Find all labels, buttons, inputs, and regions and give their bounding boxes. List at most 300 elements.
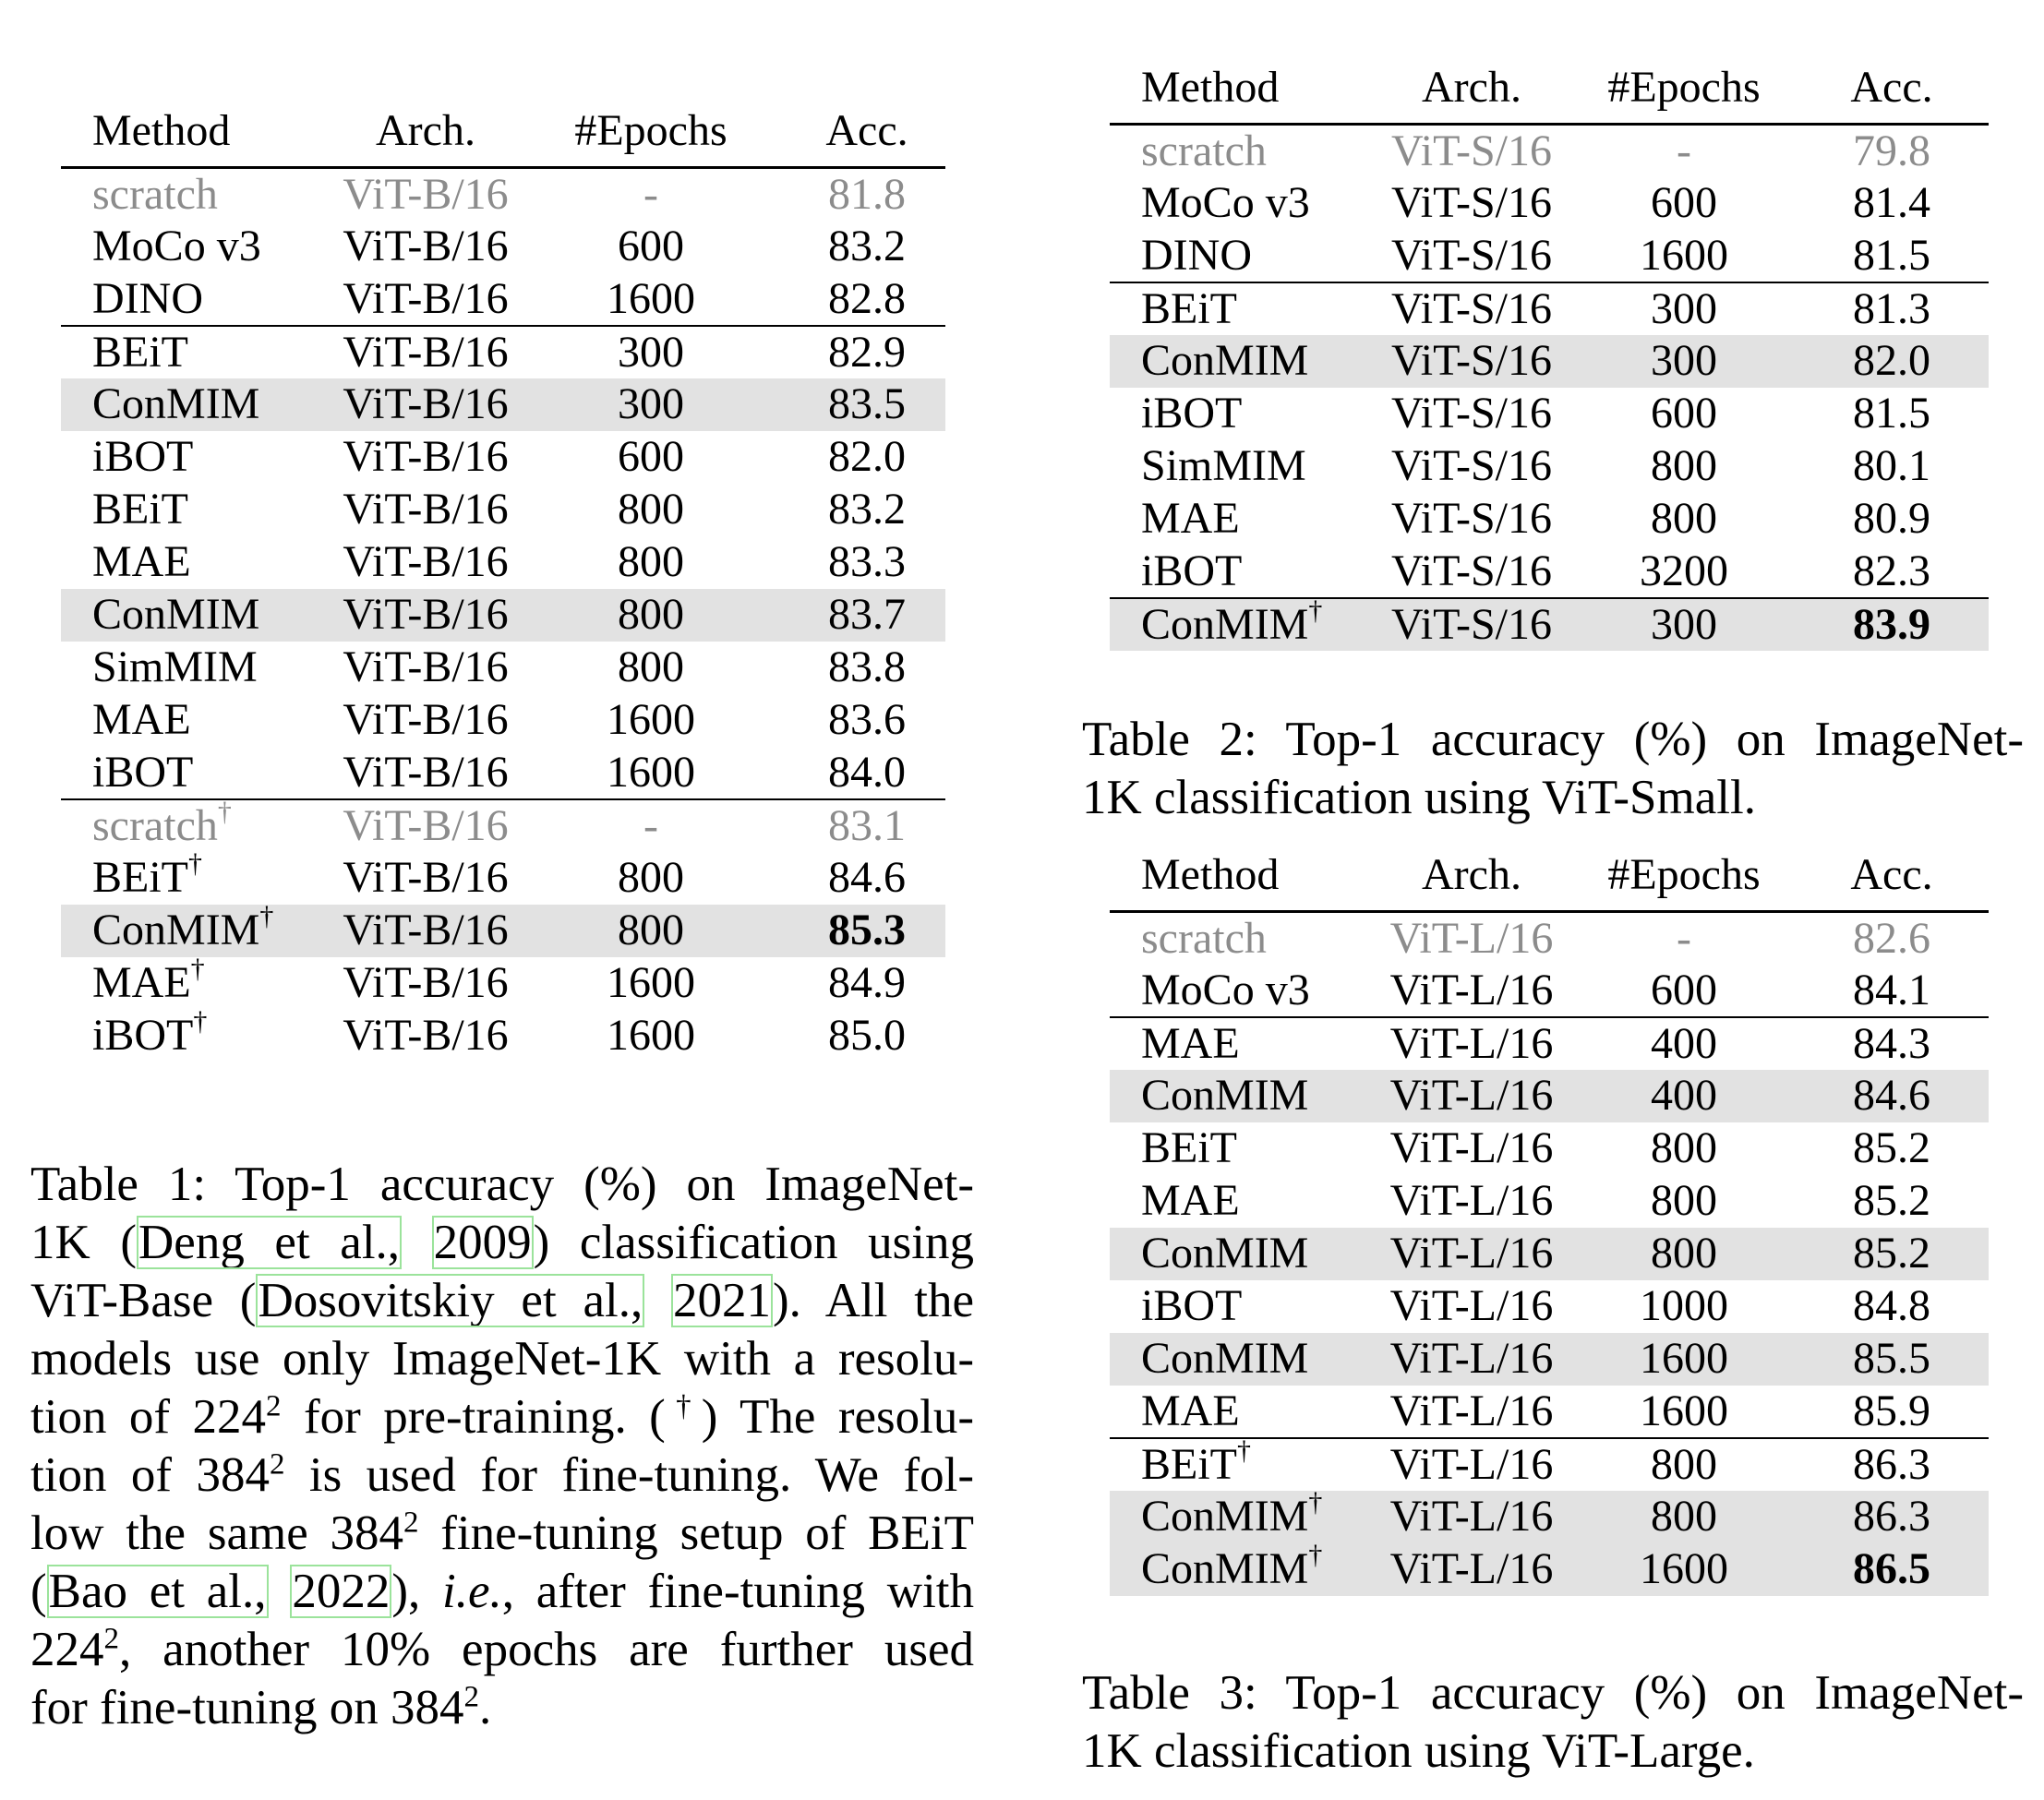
epochs-cell: 800 — [1651, 441, 1717, 490]
dagger-symbol: † — [1308, 1540, 1323, 1570]
arch-cell: ViT-S/16 — [1370, 598, 1573, 651]
epochs-cell: 800 — [618, 853, 684, 902]
epochs-cell: 1600 — [1573, 1543, 1795, 1596]
epochs-cell: 1600 — [607, 273, 695, 323]
table-row — [1110, 965, 1989, 1017]
method-name: ConMIM — [1141, 1071, 1309, 1120]
arch-cell: ViT-B/16 — [343, 642, 509, 691]
caption-text: is used for fine-tuning. We fol- — [284, 1448, 974, 1502]
table-row — [61, 168, 945, 221]
caption-1-line — [30, 1621, 974, 1679]
table-row — [61, 694, 945, 747]
dagger-symbol: † — [259, 901, 274, 931]
caption-text: ) classification using — [533, 1216, 974, 1269]
epochs-cell: 300 — [513, 326, 788, 378]
accuracy-cell: 83.2 — [828, 485, 906, 534]
method-name: BEiT — [1141, 1123, 1237, 1172]
method-cell — [1110, 1487, 1370, 1543]
table-row — [61, 273, 945, 326]
accuracy-cell: 84.3 — [1795, 1017, 1989, 1070]
arch-cell: ViT-B/16 — [338, 905, 513, 957]
accuracy-cell: 86.3 — [1795, 1491, 1989, 1543]
column-header: Acc. — [825, 106, 908, 155]
column-header: Arch. — [376, 106, 475, 155]
epochs-cell: 800 — [1651, 1176, 1717, 1225]
method-cell — [61, 954, 338, 1010]
caption-3-line: 1K classification using ViT-Large. — [1082, 1724, 1755, 1778]
table-row — [61, 957, 945, 1010]
accuracy-cell: 85.2 — [1795, 1228, 1989, 1280]
table-row — [61, 221, 945, 273]
table-row — [1110, 546, 1989, 598]
epochs-cell: 600 — [1651, 389, 1717, 438]
accuracy-cell: 84.6 — [1795, 1070, 1989, 1122]
table-row — [1110, 230, 1989, 282]
arch-cell: ViT-B/16 — [343, 958, 509, 1007]
dagger-symbol: † — [665, 1389, 702, 1423]
epochs-cell: - — [643, 169, 658, 219]
arch-cell: ViT-L/16 — [1389, 1281, 1554, 1330]
epochs-cell: 800 — [618, 537, 684, 586]
superscript-2: 2 — [103, 1622, 119, 1656]
dagger-symbol: † — [1237, 1434, 1251, 1466]
arch-cell: ViT-L/16 — [1370, 1333, 1573, 1386]
superscript-2: 2 — [269, 1447, 285, 1482]
method-name: MAE — [1141, 1176, 1240, 1225]
superscript-2: 2 — [403, 1506, 419, 1540]
arch-cell: ViT-S/16 — [1390, 546, 1553, 595]
table-header-row — [1110, 853, 1989, 912]
table-header-row — [1110, 66, 1989, 125]
table-row — [61, 747, 945, 799]
superscript-2: 2 — [463, 1680, 480, 1714]
accuracy-cell: 83.3 — [828, 537, 906, 586]
method-name: ConMIM — [92, 906, 260, 954]
arch-cell: ViT-B/16 — [343, 537, 509, 586]
table-row — [1110, 1228, 1989, 1280]
accuracy-cell: 83.5 — [788, 378, 945, 431]
method-name: DINO — [1141, 230, 1252, 280]
caption-text: . — [479, 1681, 492, 1734]
method-cell — [1110, 1333, 1370, 1386]
arch-cell: ViT-L/16 — [1389, 1123, 1554, 1172]
method-cell — [61, 642, 338, 694]
accuracy-cell: 86.3 — [1795, 1438, 1989, 1491]
method-cell — [1110, 1122, 1370, 1175]
accuracy-cell: 84.1 — [1853, 965, 1930, 1014]
arch-cell: ViT-S/16 — [1390, 389, 1553, 438]
method-name: iBOT — [92, 1011, 194, 1060]
table-row — [1110, 1175, 1989, 1228]
arch-cell: ViT-S/16 — [1390, 441, 1553, 490]
citation-deng-year-link[interactable]: 2009 — [433, 1216, 532, 1269]
caption-text: ) The resolu- — [701, 1390, 975, 1444]
best-accuracy: 86.5 — [1853, 1544, 1930, 1593]
caption-text: ). All the — [772, 1274, 974, 1327]
epochs-cell: 800 — [1573, 1438, 1795, 1491]
caption-text: ), — [391, 1565, 442, 1618]
epochs-cell: 800 — [1651, 494, 1717, 543]
dagger-symbol: † — [217, 796, 232, 827]
accuracy-cell: 84.6 — [828, 853, 906, 902]
accuracy-cell: 81.4 — [1853, 178, 1930, 227]
table-2-container — [1110, 63, 1989, 651]
method-name: BEiT — [92, 853, 188, 902]
caption-1-line — [30, 1272, 974, 1330]
citation-bao-link[interactable]: Bao et al., — [48, 1565, 267, 1618]
caption-1-line — [30, 1214, 974, 1272]
method-name: BEiT — [1141, 1439, 1237, 1489]
citation-deng-link[interactable]: Deng et al., — [138, 1216, 401, 1269]
arch-cell: ViT-B/16 — [343, 222, 509, 270]
table-row — [61, 642, 945, 694]
table-row — [1110, 1070, 1989, 1122]
table-row — [1110, 388, 1989, 440]
epochs-cell: 1600 — [607, 747, 695, 797]
arch-cell: ViT-L/16 — [1370, 1228, 1573, 1280]
caption-text: tion of 224 — [30, 1390, 267, 1444]
arch-cell: ViT-B/16 — [343, 169, 509, 219]
accuracy-cell: 85.2 — [1853, 1176, 1930, 1225]
table-row — [1110, 1280, 1989, 1333]
caption-text: fine-tuning setup of BEiT — [418, 1506, 974, 1560]
accuracy-cell: 82.6 — [1853, 913, 1930, 963]
method-name: ConMIM — [92, 590, 260, 639]
citation-bao-year-link[interactable]: 2022 — [292, 1565, 391, 1618]
accuracy-cell: 81.3 — [1795, 282, 1989, 335]
accuracy-cell: 79.8 — [1853, 126, 1930, 175]
table-3 — [1110, 850, 1989, 1596]
arch-cell: ViT-L/16 — [1370, 1438, 1573, 1491]
method-cell — [61, 273, 338, 326]
arch-cell: ViT-B/16 — [343, 853, 509, 902]
table-row — [61, 852, 945, 905]
epochs-cell: 1600 — [1640, 1386, 1728, 1435]
table-row — [61, 484, 945, 536]
column-header: #Epochs — [1607, 850, 1761, 899]
caption-text: , after fine-tuning with — [501, 1565, 975, 1618]
epochs-cell: 300 — [1573, 282, 1795, 335]
epochs-cell: - — [513, 799, 788, 852]
column-header: #Epochs — [574, 106, 727, 155]
column-header: Method — [1141, 850, 1280, 899]
method-cell — [1110, 282, 1370, 335]
method-cell — [1110, 493, 1370, 546]
accuracy-cell — [1795, 1543, 1989, 1596]
method-name: MAE — [1141, 1386, 1240, 1435]
epochs-cell: 3200 — [1640, 546, 1728, 595]
arch-cell: ViT-S/16 — [1370, 282, 1573, 335]
caption-2-line: 1K classification using ViT-Small. — [1082, 771, 1756, 824]
caption-text: tion of 384 — [30, 1448, 270, 1502]
table-2-caption — [1082, 711, 2024, 827]
method-name: ConMIM — [1141, 1492, 1309, 1541]
caption-text: for pre-training. ( — [281, 1390, 666, 1444]
accuracy-cell: 82.3 — [1853, 546, 1930, 595]
arch-cell: ViT-B/16 — [343, 747, 509, 797]
method-cell — [1110, 546, 1370, 598]
caption-text: ViT-Base ( — [30, 1274, 257, 1327]
table-row — [1110, 1122, 1989, 1175]
caption-2-line: Table 2: Top-1 accuracy (%) on ImageNet- — [1082, 713, 2024, 766]
arch-cell: ViT-L/16 — [1389, 913, 1554, 963]
accuracy-cell: 84.8 — [1853, 1281, 1930, 1330]
epochs-cell: 1600 — [1640, 230, 1728, 280]
method-cell — [61, 589, 338, 642]
accuracy-cell: 80.1 — [1853, 441, 1930, 490]
caption-text: 224 — [30, 1623, 104, 1676]
table-row — [1110, 125, 1989, 177]
method-name: iBOT — [1141, 1281, 1243, 1330]
method-cell — [1110, 177, 1370, 230]
dagger-symbol: † — [188, 848, 202, 879]
table-row — [61, 799, 945, 852]
method-name: scratch — [92, 169, 218, 219]
epochs-cell: 600 — [618, 222, 684, 270]
epochs-cell: 1600 — [607, 1011, 695, 1060]
superscript-2: 2 — [266, 1389, 282, 1423]
accuracy-cell: 83.1 — [788, 799, 945, 852]
arch-cell: ViT-B/16 — [343, 432, 509, 481]
method-name: scratch — [1141, 913, 1267, 963]
table-row — [61, 589, 945, 642]
arch-cell: ViT-L/16 — [1370, 1070, 1573, 1122]
table-row — [61, 378, 945, 431]
method-cell — [1110, 1540, 1370, 1596]
epochs-cell: 800 — [513, 905, 788, 957]
table-header-row — [61, 109, 945, 168]
table-row — [1110, 177, 1989, 230]
caption-3-line: Table 3: Top-1 accuracy (%) on ImageNet- — [1082, 1666, 2024, 1720]
method-cell — [1110, 440, 1370, 493]
arch-cell: ViT-L/16 — [1389, 965, 1554, 1014]
column-header: Method — [1141, 63, 1280, 112]
method-name: MoCo v3 — [92, 222, 261, 270]
method-name: ConMIM — [1141, 1229, 1309, 1278]
method-cell — [1110, 388, 1370, 440]
table-row — [61, 536, 945, 589]
citation-dosovitskiy-year-link[interactable]: 2021 — [672, 1274, 771, 1327]
best-accuracy: 83.9 — [1853, 599, 1930, 649]
epochs-cell: 600 — [618, 432, 684, 481]
accuracy-cell: 80.9 — [1853, 494, 1930, 543]
accuracy-cell: 85.9 — [1853, 1386, 1930, 1435]
epochs-cell: 400 — [1573, 1070, 1795, 1122]
table-row — [1110, 282, 1989, 335]
epochs-cell: 800 — [1573, 1491, 1795, 1543]
method-name: BEiT — [92, 485, 188, 534]
method-cell — [1110, 335, 1370, 388]
method-cell — [61, 484, 338, 536]
method-cell — [1110, 965, 1370, 1017]
table-row — [1110, 1438, 1989, 1491]
table-row — [1110, 598, 1989, 651]
epochs-cell: 800 — [1651, 1123, 1717, 1172]
method-name: iBOT — [1141, 546, 1243, 595]
caption-1-line: Table 1: Top-1 accuracy (%) on ImageNet- — [30, 1158, 974, 1211]
method-name: DINO — [92, 273, 203, 323]
arch-cell: ViT-L/16 — [1370, 1017, 1573, 1070]
method-name: ConMIM — [92, 379, 260, 428]
method-cell — [61, 536, 338, 589]
epochs-cell: 600 — [1651, 178, 1717, 227]
arch-cell: ViT-S/16 — [1390, 230, 1553, 280]
caption-1-line — [30, 1563, 974, 1621]
caption-italic-ie: i.e. — [441, 1565, 502, 1618]
accuracy-cell: 83.7 — [788, 589, 945, 642]
method-cell — [1110, 1280, 1370, 1333]
method-name: scratch — [1141, 126, 1267, 175]
table-row — [61, 905, 945, 957]
method-name: SimMIM — [92, 642, 258, 691]
arch-cell: ViT-L/16 — [1389, 1386, 1554, 1435]
arch-cell: ViT-S/16 — [1390, 494, 1553, 543]
arch-cell: ViT-B/16 — [343, 485, 509, 534]
method-name: BEiT — [1141, 283, 1237, 333]
method-name: ConMIM — [1141, 599, 1309, 649]
method-name: MoCo v3 — [1141, 178, 1310, 227]
method-name: MAE — [92, 958, 191, 1007]
dagger-symbol: † — [1308, 1487, 1323, 1518]
method-name: MAE — [92, 537, 191, 586]
epochs-cell: 300 — [1573, 598, 1795, 651]
dagger-symbol: † — [193, 1006, 208, 1037]
table-row — [61, 431, 945, 484]
method-cell — [61, 168, 338, 221]
arch-cell: ViT-S/16 — [1390, 126, 1553, 175]
arch-cell: ViT-S/16 — [1390, 178, 1553, 227]
accuracy-cell: 85.2 — [1853, 1123, 1930, 1172]
column-header: Arch. — [1422, 850, 1521, 899]
table-row — [1110, 335, 1989, 388]
table-row — [1110, 440, 1989, 493]
accuracy-cell: 83.6 — [828, 695, 906, 744]
method-cell — [61, 1006, 338, 1062]
table-1-caption — [30, 1156, 974, 1737]
arch-cell: ViT-S/16 — [1370, 335, 1573, 388]
accuracy-cell: 82.0 — [828, 432, 906, 481]
accuracy-cell: 84.0 — [828, 747, 906, 797]
arch-cell: ViT-B/16 — [338, 378, 513, 431]
method-cell — [61, 378, 338, 431]
accuracy-cell: 81.5 — [1853, 230, 1930, 280]
arch-cell: ViT-L/16 — [1389, 1176, 1554, 1225]
table-1 — [61, 106, 945, 1062]
arch-cell: ViT-B/16 — [343, 273, 509, 323]
column-header: Arch. — [1422, 63, 1521, 112]
method-cell — [1110, 125, 1370, 177]
method-cell — [1110, 1070, 1370, 1122]
method-cell — [1110, 912, 1370, 965]
method-name: iBOT — [92, 747, 194, 797]
epochs-cell: 1600 — [607, 958, 695, 1007]
method-cell — [61, 796, 338, 852]
method-cell — [1110, 1175, 1370, 1228]
accuracy-cell: 81.5 — [1853, 389, 1930, 438]
table-row — [1110, 1386, 1989, 1438]
method-name: scratch — [92, 800, 218, 850]
method-name: iBOT — [92, 432, 194, 481]
accuracy-cell: 83.2 — [828, 222, 906, 270]
arch-cell: ViT-B/16 — [343, 695, 509, 744]
method-name: ConMIM — [1141, 336, 1309, 385]
epochs-cell: 300 — [1573, 335, 1795, 388]
column-header: #Epochs — [1607, 63, 1761, 112]
epochs-cell: 400 — [1573, 1017, 1795, 1070]
accuracy-cell: 85.5 — [1795, 1333, 1989, 1386]
caption-text: , another 10% epochs are further used — [119, 1623, 974, 1676]
table-row — [1110, 1017, 1989, 1070]
arch-cell: ViT-L/16 — [1370, 1491, 1573, 1543]
epochs-cell: 800 — [1573, 1228, 1795, 1280]
epochs-cell: 1000 — [1640, 1281, 1728, 1330]
citation-dosovitskiy-link[interactable]: Dosovitskiy et al., — [258, 1274, 643, 1327]
epochs-cell: - — [1677, 913, 1691, 963]
epochs-cell: 800 — [618, 485, 684, 534]
accuracy-cell: 82.0 — [1795, 335, 1989, 388]
table-1-container — [61, 106, 945, 1062]
table-row — [1110, 493, 1989, 546]
method-cell — [1110, 1434, 1370, 1491]
method-cell — [61, 901, 338, 957]
table-row — [1110, 1333, 1989, 1386]
column-header: Method — [92, 106, 231, 155]
arch-cell: ViT-B/16 — [338, 589, 513, 642]
arch-cell: ViT-L/16 — [1370, 1543, 1573, 1596]
column-header: Acc. — [1850, 63, 1933, 112]
epochs-cell: 1600 — [607, 695, 695, 744]
method-name: ConMIM — [1141, 1334, 1309, 1383]
accuracy-cell: 84.9 — [828, 958, 906, 1007]
arch-cell: ViT-B/16 — [338, 326, 513, 378]
method-cell — [1110, 594, 1370, 651]
method-cell — [1110, 1386, 1370, 1438]
table-3-caption — [1082, 1664, 2024, 1781]
epochs-cell: 800 — [513, 589, 788, 642]
method-cell — [61, 747, 338, 799]
caption-text: ( — [30, 1565, 47, 1618]
method-name: MAE — [1141, 1018, 1240, 1068]
accuracy-cell: 83.8 — [828, 642, 906, 691]
caption-1-line: models use only ImageNet-1K with a resolu- — [30, 1332, 974, 1386]
method-cell — [61, 221, 338, 273]
table-row — [1110, 1491, 1989, 1543]
method-cell — [1110, 230, 1370, 282]
epochs-cell: 1600 — [1573, 1333, 1795, 1386]
accuracy-cell — [788, 905, 945, 957]
method-cell — [1110, 1228, 1370, 1280]
method-name: SimMIM — [1141, 441, 1306, 490]
column-header: Acc. — [1850, 850, 1933, 899]
method-name: BEiT — [92, 327, 188, 377]
method-name: iBOT — [1141, 389, 1243, 438]
epochs-cell: 300 — [513, 378, 788, 431]
caption-1-line — [30, 1679, 974, 1737]
method-cell — [61, 431, 338, 484]
caption-1-line — [30, 1388, 974, 1446]
arch-cell: ViT-B/16 — [343, 1011, 509, 1060]
table-row — [1110, 912, 1989, 965]
caption-1-line — [30, 1505, 974, 1563]
accuracy-cell: 82.9 — [788, 326, 945, 378]
method-name: MAE — [92, 695, 191, 744]
table-2 — [1110, 63, 1989, 651]
method-cell — [61, 326, 338, 378]
best-accuracy: 85.3 — [828, 906, 906, 954]
accuracy-cell — [1795, 598, 1989, 651]
method-cell — [61, 848, 338, 905]
method-cell — [61, 694, 338, 747]
